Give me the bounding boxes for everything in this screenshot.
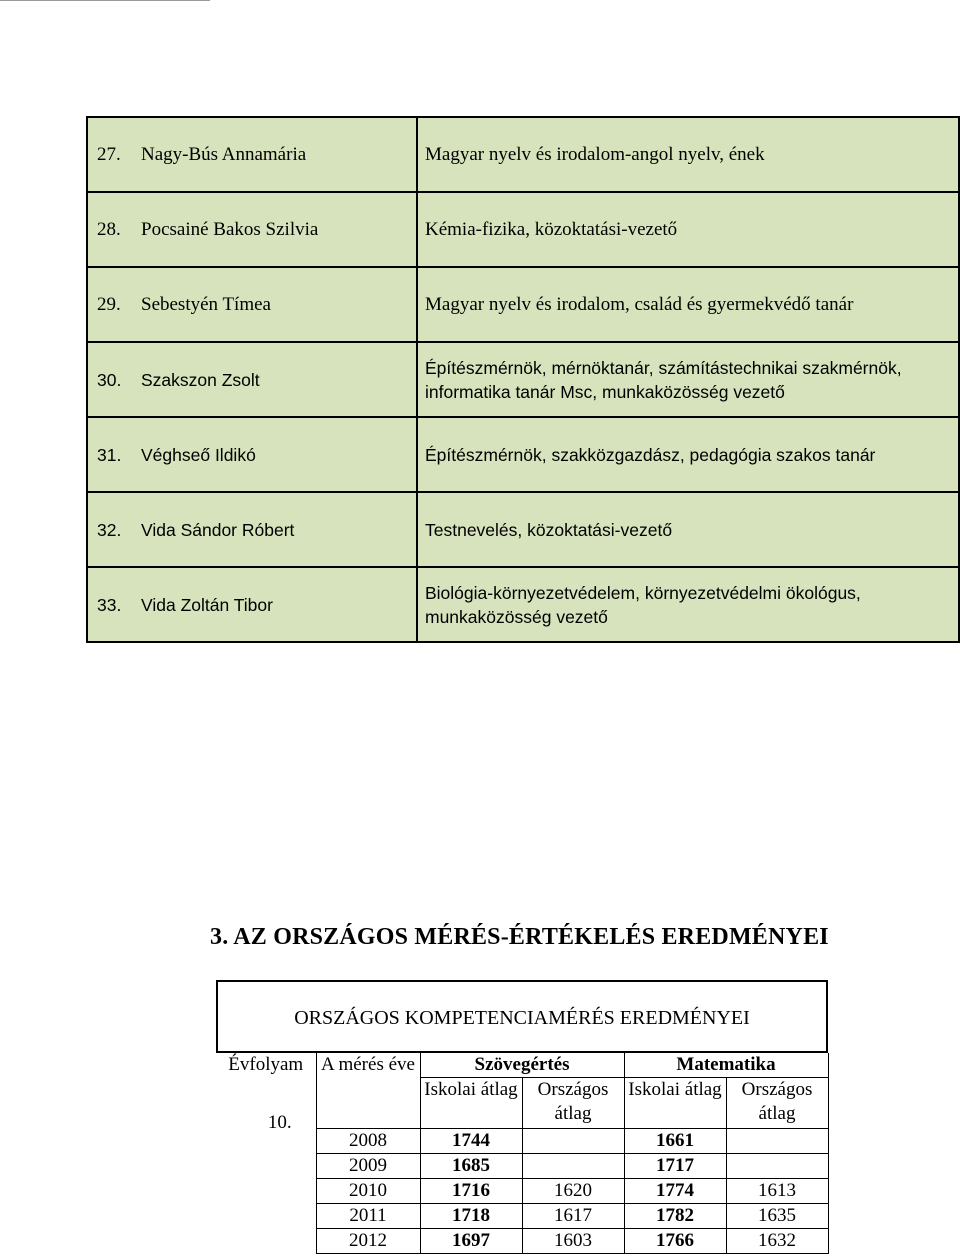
- header-matematika: Matematika: [624, 1053, 828, 1078]
- measure-year: 2008: [316, 1129, 420, 1154]
- staff-row: [87, 417, 959, 492]
- staff-name: Nagy-Bús Annamária: [137, 117, 417, 192]
- staff-table: [86, 116, 960, 643]
- header-szov-orszagos: Országos átlag: [522, 1078, 624, 1129]
- staff-qualification: Testnevelés, közoktatási-vezető: [417, 492, 959, 567]
- staff-row: [87, 192, 959, 267]
- matematika-iskolai: 1766: [624, 1229, 726, 1254]
- matematika-orszagos: 1613: [726, 1179, 828, 1204]
- matematika-iskolai: 1782: [624, 1204, 726, 1229]
- staff-number: 32.: [87, 492, 137, 567]
- staff-number: 27.: [87, 117, 137, 192]
- results-row: [216, 1179, 828, 1204]
- matematika-orszagos: 1632: [726, 1229, 828, 1254]
- header-szov-iskolai: Iskolai átlag: [420, 1078, 522, 1129]
- szovegertes-orszagos: 1617: [522, 1204, 624, 1229]
- staff-row: [87, 567, 959, 642]
- staff-qualification: Kémia-fizika, közoktatási-vezető: [417, 192, 959, 267]
- results-table: [216, 1053, 829, 1254]
- results-header-row-1: [216, 1053, 828, 1078]
- grade-cell-empty: [216, 1179, 316, 1204]
- szovegertes-iskolai: 1685: [420, 1154, 522, 1179]
- staff-row: [87, 267, 959, 342]
- staff-row: [87, 117, 959, 192]
- header-szovegertes: Szövegértés: [420, 1053, 624, 1078]
- matematika-iskolai: 1717: [624, 1154, 726, 1179]
- staff-name: Vida Zoltán Tibor: [137, 567, 417, 642]
- staff-name: Szakszon Zsolt: [137, 342, 417, 417]
- header-mat-orszagos: Országos átlag: [726, 1078, 828, 1129]
- results-row: [216, 1129, 828, 1154]
- staff-name: Sebestyén Tímea: [137, 267, 417, 342]
- szovegertes-iskolai: 1718: [420, 1204, 522, 1229]
- section-heading: 3. AZ ORSZÁGOS MÉRÉS-ÉRTÉKELÉS EREDMÉNYEI: [210, 924, 829, 950]
- grade-cell-empty: [216, 1229, 316, 1254]
- staff-qualification: Biológia-környezetvédelem, környezetvédelmi ökológus, munkaközösség vezető: [417, 567, 959, 642]
- szovegertes-orszagos: 1603: [522, 1229, 624, 1254]
- staff-number: 30.: [87, 342, 137, 417]
- measure-year: 2012: [316, 1229, 420, 1254]
- staff-number: 31.: [87, 417, 137, 492]
- matematika-iskolai: 1661: [624, 1129, 726, 1154]
- staff-number: 29.: [87, 267, 137, 342]
- staff-name: Pocsainé Bakos Szilvia: [137, 192, 417, 267]
- matematika-orszagos: [726, 1154, 828, 1179]
- grade-cell-empty: [216, 1154, 316, 1179]
- grade-cell-empty: [216, 1204, 316, 1229]
- header-meres-eve: A mérés éve: [316, 1053, 420, 1129]
- staff-qualification: Építészmérnök, szakközgazdász, pedagógia szakos tanár: [417, 417, 959, 492]
- szovegertes-orszagos: 1620: [522, 1179, 624, 1204]
- matematika-orszagos: 1635: [726, 1204, 828, 1229]
- top-rule: [0, 0, 210, 1]
- staff-qualification: Építészmérnök, mérnöktanár, számítástechnikai szakmérnök, informatika tanár Msc, munkaközösség vezető: [417, 342, 959, 417]
- matematika-orszagos: [726, 1129, 828, 1154]
- results-row: [216, 1154, 828, 1179]
- staff-qualification: Magyar nyelv és irodalom-angol nyelv, ének: [417, 117, 959, 192]
- staff-row: [87, 492, 959, 567]
- szovegertes-orszagos: [522, 1129, 624, 1154]
- staff-number: 28.: [87, 192, 137, 267]
- header-evfolyam: Évfolyam: [216, 1053, 316, 1129]
- results-row: [216, 1229, 828, 1254]
- results-title-box: [216, 980, 828, 1053]
- matematika-iskolai: 1774: [624, 1179, 726, 1204]
- staff-table-body: [87, 117, 959, 642]
- grade-cell: 10.: [230, 1117, 330, 1142]
- staff-number: 33.: [87, 567, 137, 642]
- szovegertes-orszagos: [522, 1154, 624, 1179]
- staff-row: [87, 342, 959, 417]
- measure-year: 2011: [316, 1204, 420, 1229]
- results-table-wrap: [216, 1053, 829, 1254]
- measure-year: 2010: [316, 1179, 420, 1204]
- results-row: [216, 1204, 828, 1229]
- results-title: ORSZÁGOS KOMPETENCIAMÉRÉS EREDMÉNYEI: [294, 1007, 750, 1029]
- szovegertes-iskolai: 1744: [420, 1129, 522, 1154]
- szovegertes-iskolai: 1716: [420, 1179, 522, 1204]
- szovegertes-iskolai: 1697: [420, 1229, 522, 1254]
- header-mat-iskolai: Iskolai átlag: [624, 1078, 726, 1129]
- staff-name: Véghseő Ildikó: [137, 417, 417, 492]
- staff-qualification: Magyar nyelv és irodalom, család és gyermekvédő tanár: [417, 267, 959, 342]
- measure-year: 2009: [316, 1154, 420, 1179]
- results-table-body: [216, 1053, 828, 1254]
- staff-name: Vida Sándor Róbert: [137, 492, 417, 567]
